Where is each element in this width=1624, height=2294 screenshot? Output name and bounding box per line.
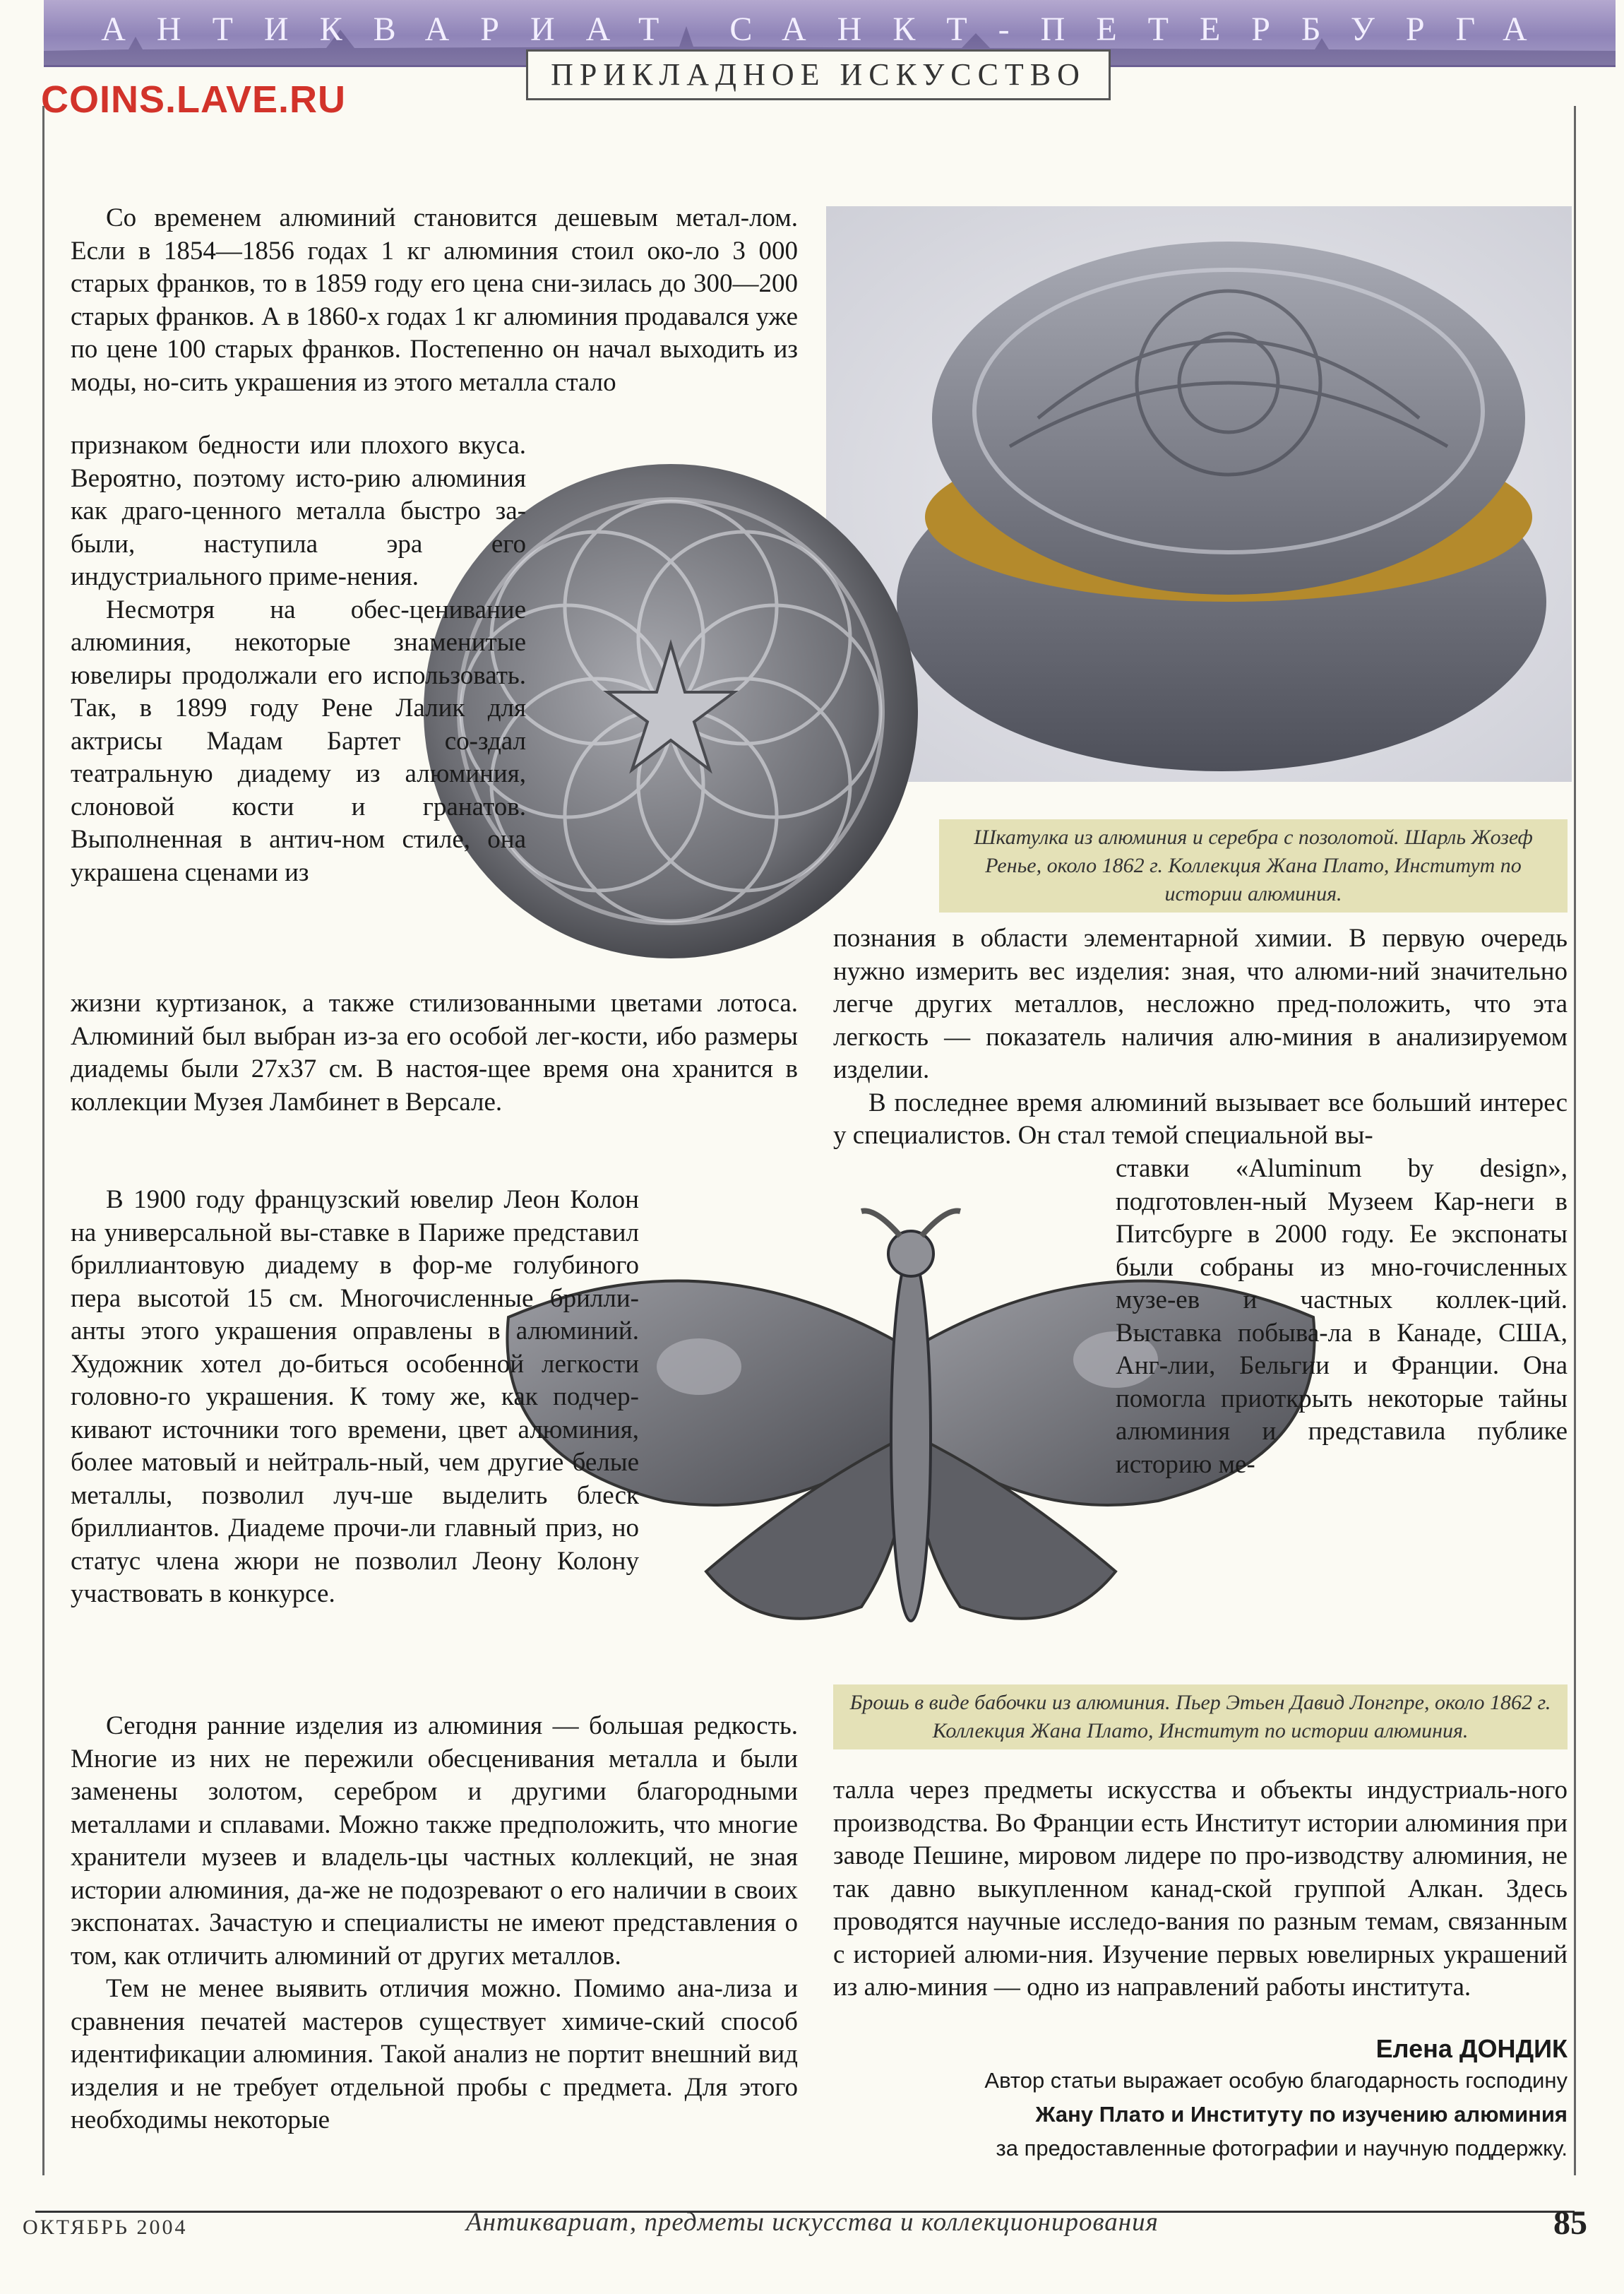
- acknowledgement-line-2: Жану Плато и Институту по изучению алюминия: [1035, 2102, 1568, 2127]
- text-block-2: [71, 429, 526, 889]
- acknowledgement-line-1: Автор статьи выражает особую благодарность господину: [984, 2068, 1568, 2093]
- paragraph: Несмотря на обес-ценивание алюминия, некоторые знаменитые ювелиры продолжали его использовать. Так, в 1899 году Рене Лалик для актрисы Мадам Бартет со-здал театральную диадему из алюминия, слоновой кости и гранатов. Выполненная в антич-ном стиле, она украшена сценами из: [71, 595, 526, 887]
- paragraph: В 1900 году французский ювелир Леон Колон на универсальной вы-ставке в Париже представил бриллиантовую диадему в фор-ме голубиного пера высотой 15 см. Многочисленные брилли-анты этого украшения оправлены в алюминий. Художник хотел до-биться особенной легкости головно-го украшения. К тому же, как подчер-кивают источники того времени, цвет алюминия, более матовый и нейтраль-ный, чем другие белые металлы, позволил луч-ше выделить блеск бриллиантов. Диадеме прочи-ли главный приз, но статус члена жюри не позволил Леону Колону участвовать в конкурсе.: [71, 1185, 639, 1608]
- butterfly-photo-caption: Брошь в виде бабочки из алюминия. Пьер Этьен Давид Лонгпре, около 1862 г. Коллекция Жана Плато, Институт по истории алюминия.: [833, 1684, 1568, 1749]
- author-block: [833, 2034, 1568, 2165]
- paragraph: талла через предметы искусства и объекты индустриаль-ного производства. Во Франции есть Институт истории алюминия при заводе Пешине, мировом лидере по про-изводству алюминия, не так давно выкупленном канад-ской группой Алкан. Здесь проводятся научные исследо-вания по разным темам, связанным с историей алюми-ния. Изучение первых ювелирных украшений из алю-миния — одно из направлений работы института.: [833, 1776, 1568, 2002]
- text-block-5: [71, 1710, 798, 2137]
- band-title: АНТИКВАРИАТ САНКТ-ПЕТЕРБУРГА: [101, 11, 1558, 48]
- paragraph: Сегодня ранние изделия из алюминия — большая редкость. Многие из них не пережили обесценивания металла и были заменены золотом, серебром и другими благородными металлами и сплавами. Можно также предположить, что многие хранители музеев и владель-цы частных коллекций, не зная истории алюминия, да-же не подозревают о его наличии в своих экспонатах. Зачастую и специалисты не имеют представления о том, как отличить алюминий от других металлов.: [71, 1711, 798, 1971]
- section-title: ПРИКЛАДНОЕ ИСКУССТВО: [526, 49, 1111, 100]
- acknowledgement-line-3: за предоставленные фотографии и научную поддержку.: [996, 2136, 1568, 2161]
- page-number: 85: [1553, 2204, 1587, 2242]
- paragraph: В последнее время алюминий вызывает все больший интерес у специалистов. Он стал темой специальной вы-: [833, 1088, 1568, 1150]
- box-photo: [826, 206, 1572, 782]
- text-block-6: [833, 922, 1568, 1153]
- paragraph: Тем не менее выявить отличия можно. Помимо ана-лиза и сравнения печатей мастеров существует химиче-ский способ идентификации алюминия. Такой анализ не портит внешний вид изделия и не требует отдельной пробы с предмета. Для этого необходимы некоторые: [71, 1974, 798, 2134]
- text-block-7: [1116, 1153, 1568, 1481]
- paragraph: Со временем алюминий становится дешевым метал-лом. Если в 1854—1856 годах 1 кг алюминия стоил око-ло 3 000 старых франков, то в 1859 году его цена сни-зилась до 300—200 старых франков. А в 1860-х годах 1 кг алюминия продавался уже по цене 100 старых франков. Постепенно он начал выходить из моды, но-сить украшения из этого металла стало: [71, 203, 798, 397]
- paragraph: жизни куртизанок, а также стилизованными цветами лотоса. Алюминий был выбран из-за его особой лег-кости, ибо размеры диадемы были 27х37 см. В настоя-щее время она хранится в коллекции Музея Ламбинет в Версале.: [71, 989, 798, 1117]
- magazine-title: Антиквариат, предметы искусства и коллекционирования: [466, 2208, 1159, 2237]
- paragraph: признаком бедности или плохого вкуса. Вероятно, поэтому исто-рию алюминия как драго-ценного металла быстро за-были, наступила эра его индустриального приме-нения.: [71, 431, 526, 591]
- issue-date: ОКТЯБРЬ 2004: [23, 2216, 188, 2239]
- text-block-4: [71, 1184, 639, 1611]
- site-watermark: COINS.LAVE.RU: [41, 78, 347, 121]
- text-block-1: [71, 202, 798, 399]
- text-block-3: [71, 987, 798, 1119]
- author-name: Елена ДОНДИК: [1375, 2034, 1568, 2063]
- paragraph: познания в области элементарной химии. В первую очередь нужно измерить вес изделия: зная, что алюми-ний значительно легче других металлов, несложно пред-положить, что эта легкость — показатель наличия алю-миния в анализируемом изделии.: [833, 924, 1568, 1084]
- box-photo-caption: Шкатулка из алюминия и серебра с позолотой. Шарль Жозеф Ренье, около 1862 г. Коллекция Жана Плато, Институт по истории алюминия.: [939, 819, 1568, 913]
- paragraph: ставки «Aluminum by design», подготовлен-ный Музеем Кар-неги в Питсбурге в 2000 году. Ее экспонаты были собраны из мно-гочисленных музе-ев и частных коллек-ций. Выставка побыва-ла в Канаде, США, Анг-лии, Бельгии и Франции. Она помогла приоткрыть некоторые тайны алюминия и представила публике историю ме-: [1116, 1154, 1568, 1479]
- text-block-8: [833, 1774, 1568, 2004]
